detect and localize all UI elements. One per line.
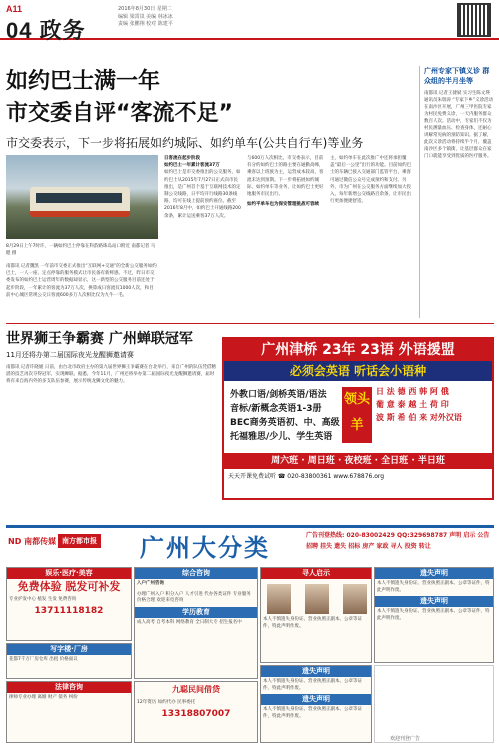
ad-course-row: 音标/新概念英语1-3册 bbox=[230, 404, 322, 414]
ad-language-row: 波 斯 希 伯 来 对外汉语 bbox=[376, 413, 462, 422]
sidebar-title: 广州专家下镇义诊 群众组的半月坐等 bbox=[424, 67, 490, 85]
photo-caption: 8月29日上午7时许，一辆如约巴士停靠在科韵路珠岛站口附近 南都记者 马健 摄 bbox=[6, 244, 156, 256]
column-3-subhead: 如约平单车也为保安管理挑战可容续 bbox=[247, 202, 319, 208]
qr-code-icon bbox=[457, 3, 491, 37]
ad-language-row: 日 法 德 西 韩 阿 俄 bbox=[376, 387, 449, 396]
portrait-photo bbox=[267, 584, 291, 614]
proof-line: 责编 张鹏翔 校对 陈建平 bbox=[118, 21, 173, 27]
column-2-title: 日客流在起步阶段 bbox=[164, 156, 200, 161]
newspaper-logo: 南方都市报 bbox=[58, 534, 101, 548]
law-ad bbox=[6, 681, 132, 743]
school-ad-text: 成人高考 自考本科 网络教育 全日制大专 招生报名中 bbox=[137, 619, 242, 625]
consulting-ad-title: 入户广州咨询 bbox=[137, 581, 164, 586]
headline-line-2: 市交委自评“客流不足” bbox=[6, 101, 233, 126]
missing-person-header: 寻人启示 bbox=[261, 568, 371, 579]
ad-language-row: 葡 意 泰 越 土 荷 印 bbox=[376, 400, 449, 409]
date-line: 2016年8月30日 星期二 bbox=[118, 6, 172, 12]
beauty-ad-header: 娱乐·医疗·美容 bbox=[7, 568, 131, 579]
classified-banner bbox=[6, 525, 494, 565]
office-ad-text: 花都7千万厂房仓库 出租 价格面议 bbox=[9, 657, 78, 662]
consulting-ad-text: 办理广州入户 积分入户 人才引进 代办各类证件 专业服务 价格合理 欢迎来电咨询 bbox=[137, 591, 251, 603]
portrait-photo bbox=[305, 584, 329, 614]
hair-ad-text: 专业护发中心 植发 生发 免费咨询 bbox=[9, 597, 77, 602]
ad-title: 广州津桥 23年 23语 外语援盟 bbox=[224, 339, 492, 361]
missing-person-ad bbox=[260, 567, 372, 663]
missing-person-text: 本人不慎遗失身份证、营业执照正副本、公章等证件，特此声明作废。 bbox=[263, 617, 362, 629]
ad-course-row: 托福雅思/少儿、学生英语 bbox=[230, 432, 333, 442]
ad-strip: 必须会英语 听话会小语种 bbox=[224, 361, 492, 381]
notice-ad bbox=[260, 665, 372, 743]
ad-middle-badge: 领头羊 bbox=[342, 387, 372, 443]
column-3-text: 与600万人次相比，市交委表示，目前有分约如约巴士的路主要在通勤高峰，乘客以上班族为主，运营成本较高，客流未达到预期。下一步将拓展如约城际、如约单车等业务，让如约巴士更好地服务市民出行。 bbox=[247, 156, 324, 198]
hair-ad-title: 免费体验 脱发可补发 bbox=[17, 580, 121, 593]
office-ad bbox=[6, 643, 132, 679]
loan-ad-text: 12年资历 如约代办 民事委托 bbox=[137, 700, 196, 705]
editor-line: 编辑 梁霄岚 美编 林冰冰 bbox=[118, 13, 173, 20]
sidebar-story bbox=[419, 66, 495, 318]
school-ad-header: 学历教育 bbox=[135, 607, 257, 618]
ad-course-row: BEC商务英语初、中、高级 bbox=[230, 418, 340, 428]
loan-ad bbox=[134, 681, 258, 743]
classified-grid bbox=[6, 567, 494, 745]
main-subhead: 市交委表示，下一步将拓展如约城际、如约单车(公共自行车)等业务 bbox=[6, 136, 364, 150]
ad-schedule-bar: 周六班 · 周日班 · 夜校班 · 全日班 · 半日班 bbox=[224, 453, 492, 469]
notice-header: 遗失声明 bbox=[261, 694, 371, 705]
sidebar-body: 南都讯 记者王捷斌 实习生陈文瑛 通讯员朱瑞涛 “专家下乡”义诊活动在南沙区开展，广州三甲医院专家为村民免费义诊，一天内服务群众数百人次。活动中，专家们不仅为村民测量血压、检查身体，还耐心讲解常见病的预防知识。据了解，此次义诊活动将持续半个月，覆盖南沙区多个镇街，让基层群众在家门口就能享受到优质的医疗服务。 bbox=[424, 91, 494, 159]
notice-header: 遗失声明 bbox=[375, 568, 493, 579]
ad-language-list bbox=[376, 385, 488, 424]
notice-text: 本人不慎遗失身份证、营业执照正副本、公章等证件，特此声明作废。 bbox=[377, 609, 490, 621]
office-ad-header: 写字楼·厂房 bbox=[7, 644, 131, 655]
main-headline-block bbox=[6, 66, 406, 151]
bus-icon bbox=[30, 187, 130, 217]
notice-text: 本人不慎遗失身份证、营业执照正副本、公章等证件，特此声明作废。 bbox=[263, 679, 362, 691]
notice-text: 本人不慎遗失身份证、营业执照正副本、公章等证件，特此声明作废。 bbox=[377, 581, 490, 593]
beauty-ad bbox=[6, 567, 132, 641]
article-column-2 bbox=[164, 155, 242, 220]
law-ad-text: 律师专业办理 离婚 财产 债务 纠纷 bbox=[9, 695, 78, 700]
english-school-ad bbox=[222, 337, 494, 500]
page-header bbox=[0, 0, 499, 43]
headline-line-1: 如约巴士满一年 bbox=[6, 69, 161, 94]
bus-photo bbox=[6, 155, 158, 239]
classified-hotline: 广告刊登热线: 020-83002429 QQ:329698787 声明 启示 公告 招聘 挂失 遗失 招标 房产 家政 寻人 投资 转让 bbox=[306, 532, 490, 550]
classified-title: 广州大分类 bbox=[140, 534, 270, 562]
ad-course-row: 外教口语/剑桥英语/语法 bbox=[230, 390, 327, 400]
article-column-4: 主，如约单车在此次推广中还将承担覆盖“最后一公里”出行的功能。目前如约巴士的车辆已接入交通部门监管平台，乘客可通过微信公众号完成预约和支付。另外，市为广州在公交服务方面继续加大投入，每年新增公交线路百余条，让市民出行更加便捷舒适。 bbox=[330, 156, 412, 205]
page-number: A11 bbox=[6, 4, 23, 14]
advertise-welcome: 欢迎刊登广告 bbox=[390, 736, 421, 742]
notice-header: 遗失声明 bbox=[261, 666, 371, 677]
section-divider bbox=[6, 323, 494, 324]
story2-subhead: 11月还将办第二届国际夜光龙醒狮邀请赛 bbox=[6, 351, 134, 359]
section-name: 04 政务 bbox=[6, 18, 86, 43]
story2-text: 南都讯 记者许晓媛 日前，由台北市政府主办的第九届世界狮王争霸赛在台北举行，来自广州的队伍凭借精湛的技艺再次夺得冠军，实现蝉联。据悉，今年11月，广州还将举办第二届国际夜光龙醒狮邀请赛，届时将有来自海内外的多支队伍参赛，展示传统龙狮文化的魅力。 bbox=[6, 365, 216, 385]
consulting-ad bbox=[134, 567, 258, 679]
consulting-ad-header: 综合咨询 bbox=[135, 568, 257, 579]
story2-headline: 世界狮王争霸赛 广州蝉联冠军 bbox=[6, 331, 193, 347]
empty-ad-slot bbox=[374, 665, 494, 743]
ad-footer: 天天开课免费试听 ☎ 020-83800361 www.678876.org bbox=[228, 473, 385, 480]
masthead-meta bbox=[118, 6, 173, 29]
article-intro: 南都讯 记者魏凯 一年前市交委正式推出“互联网+交通”的全新公交服务如约巴士，一人一座、定点停靠的服务模式让市民备有新鲜感。不过，昨日市交委发布的如约巴士运营周年的数据却显示，这一新型的公交服务目前还处于起步阶段，一年累计的客流为37万人次，换算成日客流仅1000人次，和目前中心城区常规公交日客流600多万人次相比仅为九牛一毛。 bbox=[6, 264, 157, 298]
loan-ad-phone: 13318807007 bbox=[161, 708, 231, 719]
portrait-photo bbox=[343, 584, 367, 614]
notice-ad-right bbox=[374, 567, 494, 663]
column-2-text: 如约巴士是市交委推出的公交服务，如约巴士从2015年7月27日正式向市民推出，是广州首个基于互联网技术的定制公交线路，日平均开行线路30条线路，均可在线上提前预约座位。截至2016年8月中，如约巴士开通线路200余条，累计运送乘客37万人次。 bbox=[164, 170, 241, 219]
lion-dance-story bbox=[6, 330, 216, 386]
law-ad-header: 法律咨询 bbox=[7, 682, 131, 693]
notice-text: 本人不慎遗失身份证、营业执照正副本、公章等证件，特此声明作废。 bbox=[263, 707, 362, 719]
article-column-3 bbox=[247, 155, 325, 208]
hair-ad-phone: 13711118182 bbox=[34, 605, 104, 616]
media-logo: ND 南都传媒 bbox=[8, 537, 57, 546]
loan-ad-title: 九聪民间借贷 bbox=[172, 685, 220, 694]
column-2-subtitle: 如约巴士一年累计客流37万 bbox=[164, 163, 220, 169]
notice-header: 遗失声明 bbox=[375, 596, 493, 607]
